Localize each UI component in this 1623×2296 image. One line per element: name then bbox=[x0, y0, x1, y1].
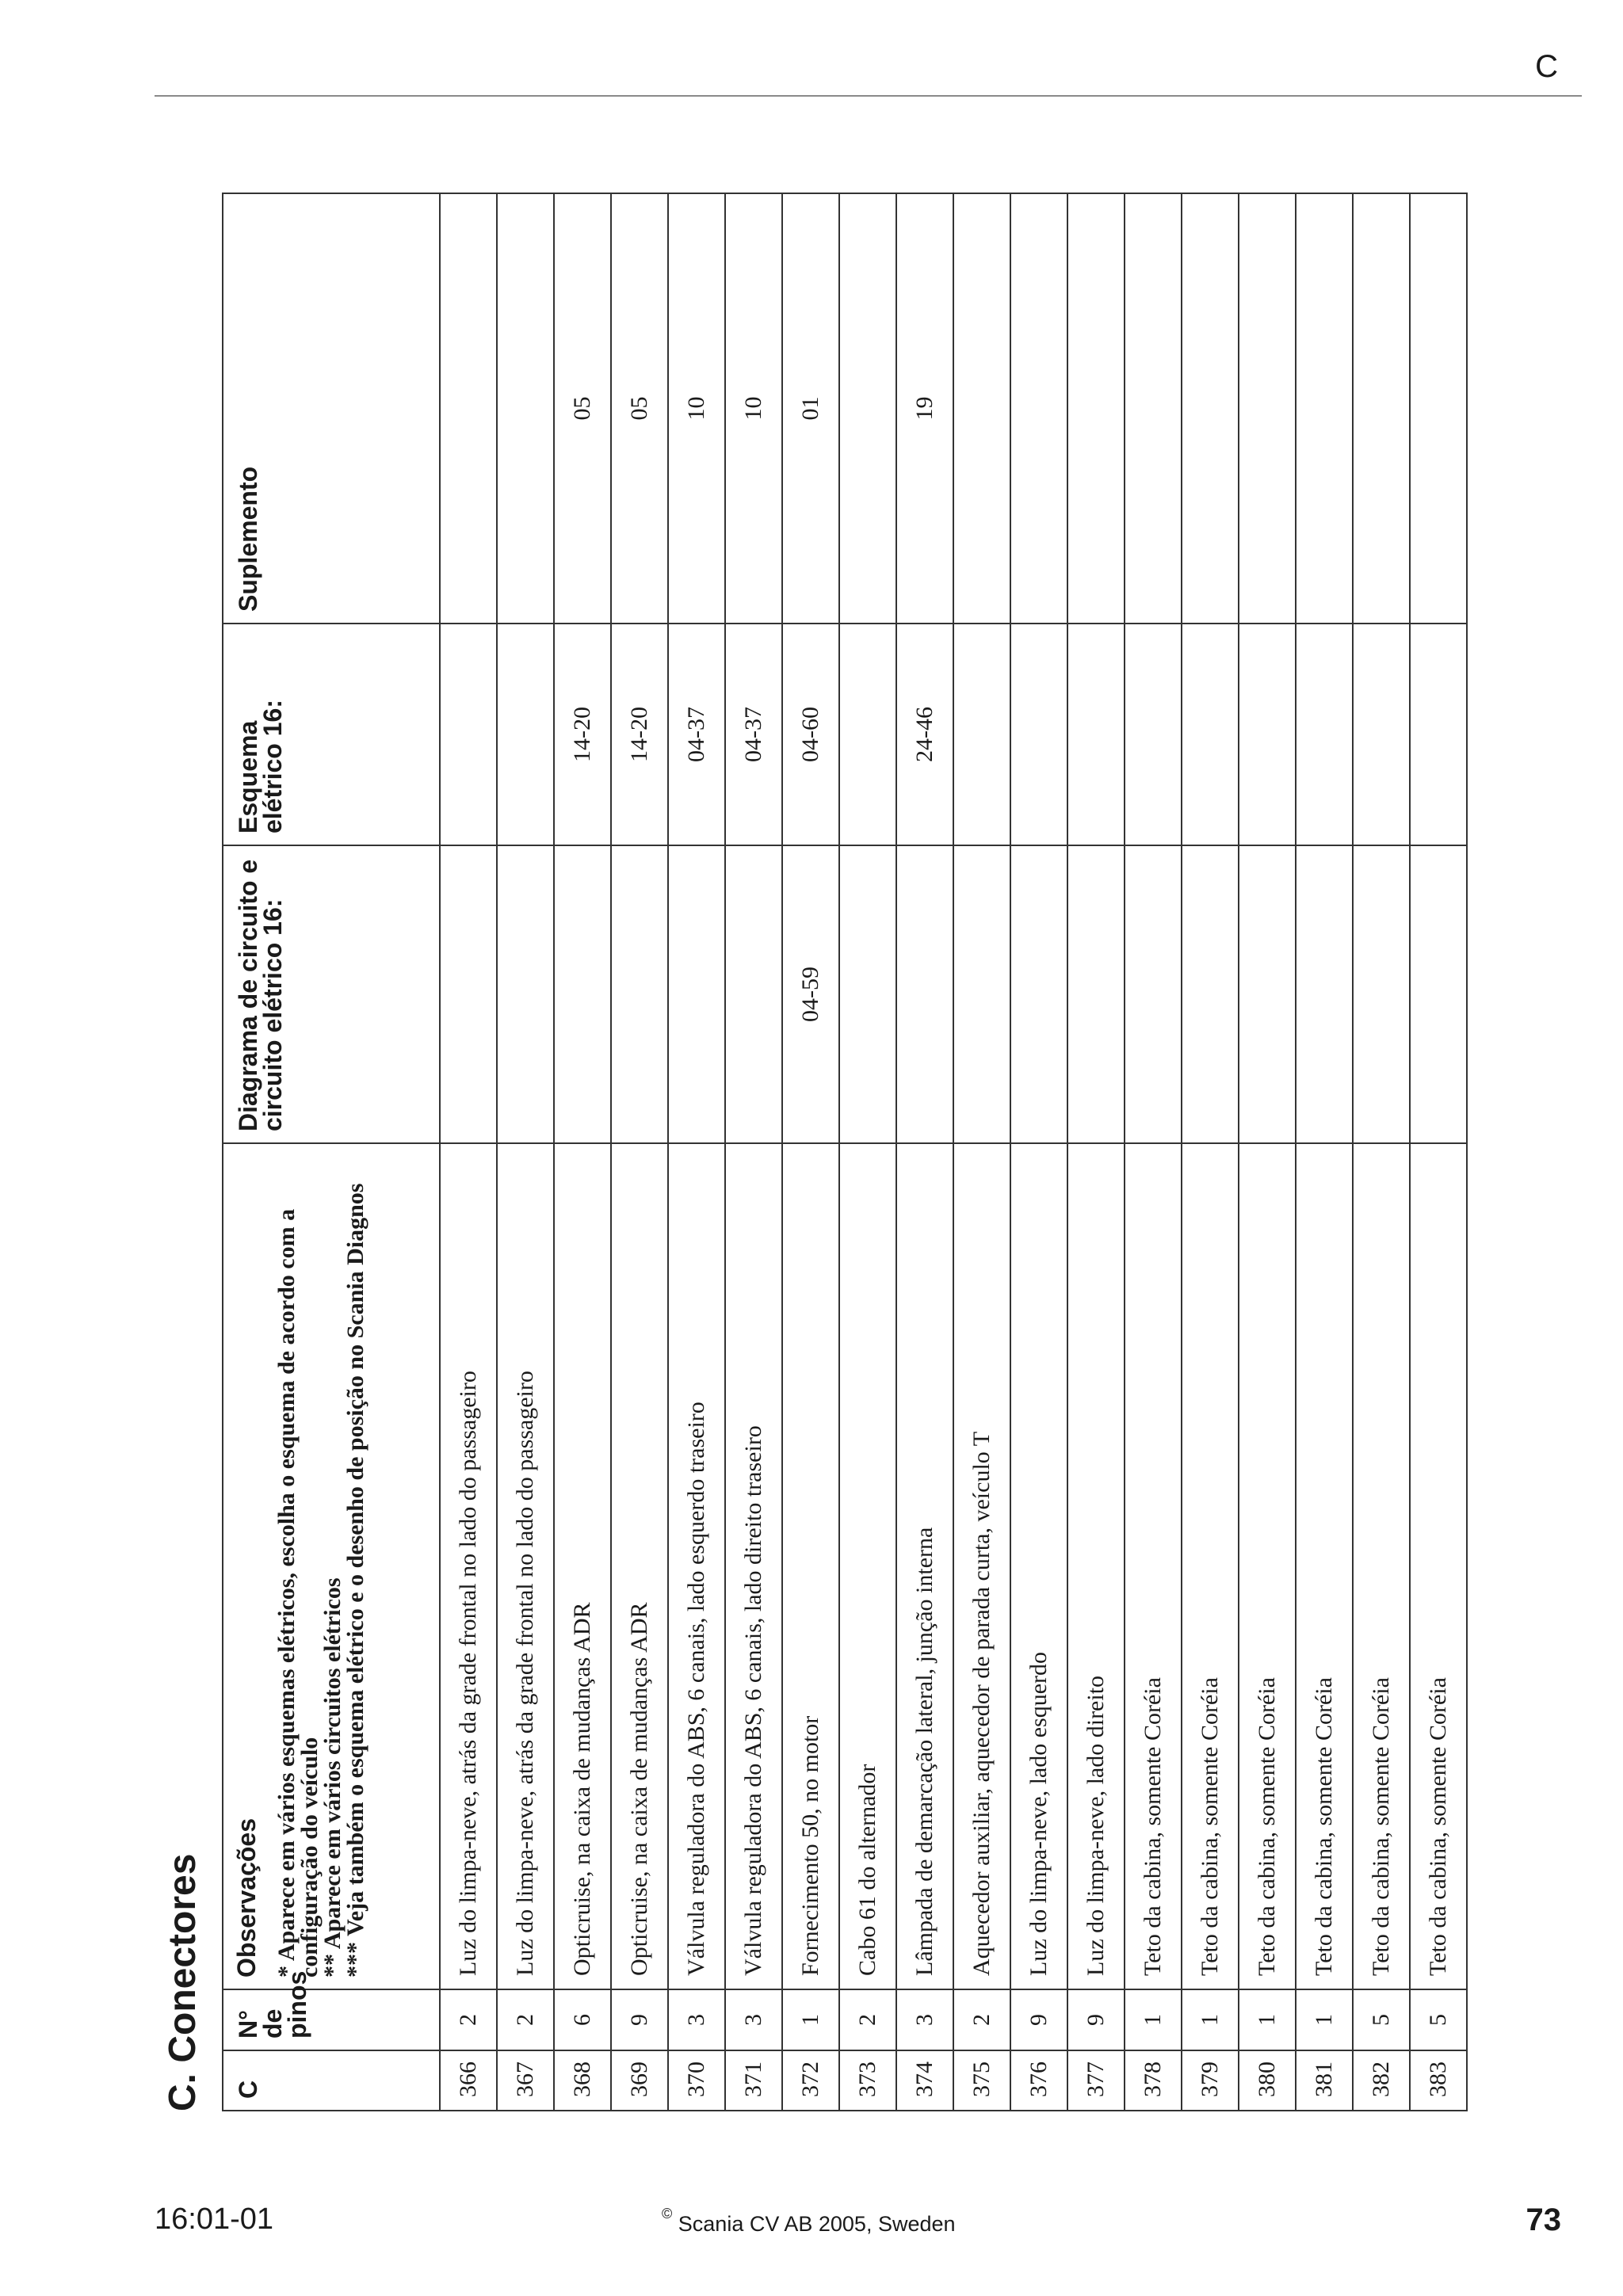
cell-observation: Opticruise, na caixa de mudanças ADR bbox=[554, 1143, 611, 1989]
cell-pins: 3 bbox=[896, 1989, 953, 2050]
cell-diagram bbox=[839, 845, 896, 1143]
column-header-observations bbox=[223, 1143, 440, 1989]
cell-observation: Teto da cabina, somente Coréia bbox=[1353, 1143, 1410, 1989]
cell-c: 375 bbox=[953, 2050, 1010, 2111]
table-row bbox=[611, 193, 668, 2111]
cell-diagram bbox=[896, 845, 953, 1143]
cell-pins: 2 bbox=[440, 1989, 497, 2050]
copyright-symbol: © bbox=[662, 2206, 673, 2222]
table-row bbox=[440, 193, 497, 2111]
cell-observation: Luz do limpa-neve, lado esquerdo bbox=[1010, 1143, 1067, 1989]
cell-pins: 5 bbox=[1410, 1989, 1467, 2050]
cell-schema bbox=[1353, 624, 1410, 845]
cell-c: 382 bbox=[1353, 2050, 1410, 2111]
cell-schema: 04-37 bbox=[668, 624, 725, 845]
table-row bbox=[1353, 193, 1410, 2111]
column-header-c: C bbox=[223, 2050, 440, 2111]
observations-note: * Aparece em vários esquemas elétricos, escolha o esquema de acordo com a configuração do veículo bbox=[273, 1208, 323, 1978]
cell-schema bbox=[1410, 624, 1467, 845]
cell-observation: Teto da cabina, somente Coréia bbox=[1239, 1143, 1296, 1989]
cell-observation: Luz do limpa-neve, atrás da grade frontal no lado do passageiro bbox=[497, 1143, 554, 1989]
table-row bbox=[1239, 193, 1296, 2111]
cell-supplement bbox=[1067, 193, 1125, 624]
cell-pins: 1 bbox=[782, 1989, 839, 2050]
table-row bbox=[1067, 193, 1125, 2111]
cell-supplement bbox=[953, 193, 1010, 624]
cell-c: 377 bbox=[1067, 2050, 1125, 2111]
document-code: 16:01-01 bbox=[155, 2203, 274, 2236]
cell-diagram bbox=[554, 845, 611, 1143]
cell-supplement: 10 bbox=[725, 193, 782, 624]
cell-c: 369 bbox=[611, 2050, 668, 2111]
cell-observation: Teto da cabina, somente Coréia bbox=[1296, 1143, 1353, 1989]
table-row bbox=[554, 193, 611, 2111]
cell-pins: 5 bbox=[1353, 1989, 1410, 2050]
cell-c: 366 bbox=[440, 2050, 497, 2111]
header-divider bbox=[155, 95, 1582, 97]
column-header-schema: Esquema elétrico 16: bbox=[223, 624, 440, 845]
observations-note: ** Aparece em vários circuitos elétricos bbox=[319, 1577, 346, 1978]
cell-supplement bbox=[440, 193, 497, 624]
cell-diagram bbox=[1067, 845, 1125, 1143]
cell-schema bbox=[839, 624, 896, 845]
cell-c: 368 bbox=[554, 2050, 611, 2111]
cell-supplement: 19 bbox=[896, 193, 953, 624]
cell-schema: 14-20 bbox=[611, 624, 668, 845]
cell-observation: Teto da cabina, somente Coréia bbox=[1182, 1143, 1239, 1989]
observations-title: Observações bbox=[232, 1817, 261, 1978]
cell-observation: Aquecedor auxiliar, aquecedor de parada curta, veículo T bbox=[953, 1143, 1010, 1989]
cell-pins: 9 bbox=[611, 1989, 668, 2050]
cell-schema bbox=[1239, 624, 1296, 845]
cell-c: 380 bbox=[1239, 2050, 1296, 2111]
observations-note: *** Veja também o esquema elétrico e o desenho de posição no Scania Diagnos bbox=[342, 1183, 369, 1978]
cell-observation: Luz do limpa-neve, atrás da grade frontal no lado do passageiro bbox=[440, 1143, 497, 1989]
table-row bbox=[1010, 193, 1067, 2111]
cell-diagram bbox=[953, 845, 1010, 1143]
cell-observation: Teto da cabina, somente Coréia bbox=[1410, 1143, 1467, 1989]
cell-schema bbox=[497, 624, 554, 845]
table-row bbox=[953, 193, 1010, 2111]
cell-schema: 04-60 bbox=[782, 624, 839, 845]
cell-observation: Teto da cabina, somente Coréia bbox=[1125, 1143, 1182, 1989]
cell-diagram bbox=[725, 845, 782, 1143]
cell-diagram bbox=[1410, 845, 1467, 1143]
cell-c: 381 bbox=[1296, 2050, 1353, 2111]
cell-supplement: 10 bbox=[668, 193, 725, 624]
cell-supplement bbox=[1296, 193, 1353, 624]
table-row bbox=[668, 193, 725, 2111]
copyright-notice bbox=[662, 2206, 956, 2237]
cell-diagram bbox=[1010, 845, 1067, 1143]
cell-c: 376 bbox=[1010, 2050, 1067, 2111]
header-section-letter: C bbox=[1535, 49, 1558, 84]
cell-pins: 2 bbox=[839, 1989, 896, 2050]
cell-diagram bbox=[668, 845, 725, 1143]
cell-diagram bbox=[1125, 845, 1182, 1143]
cell-schema bbox=[1296, 624, 1353, 845]
cell-observation: Válvula reguladora do ABS, 6 canais, lado direito traseiro bbox=[725, 1143, 782, 1989]
section-title: C. Conectores bbox=[162, 1853, 204, 2111]
cell-schema bbox=[1067, 624, 1125, 845]
cell-pins: 9 bbox=[1067, 1989, 1125, 2050]
cell-supplement: 05 bbox=[611, 193, 668, 624]
cell-c: 371 bbox=[725, 2050, 782, 2111]
cell-pins: 1 bbox=[1125, 1989, 1182, 2050]
cell-c: 379 bbox=[1182, 2050, 1239, 2111]
cell-observation: Luz do limpa-neve, lado direito bbox=[1067, 1143, 1125, 1989]
cell-schema bbox=[1182, 624, 1239, 845]
cell-supplement bbox=[1182, 193, 1239, 624]
cell-diagram: 04-59 bbox=[782, 845, 839, 1143]
table-row bbox=[497, 193, 554, 2111]
rotated-page-content bbox=[155, 194, 1478, 2111]
cell-observation: Lâmpada de demarcação lateral, junção interna bbox=[896, 1143, 953, 1989]
cell-observation: Válvula reguladora do ABS, 6 canais, lado esquerdo traseiro bbox=[668, 1143, 725, 1989]
cell-schema bbox=[440, 624, 497, 845]
cell-observation: Fornecimento 50, no motor bbox=[782, 1143, 839, 1989]
column-header-diagram: Diagrama de circuito e circuito elétrico 16: bbox=[223, 845, 440, 1143]
table-row bbox=[1125, 193, 1182, 2111]
cell-diagram bbox=[497, 845, 554, 1143]
cell-pins: 3 bbox=[668, 1989, 725, 2050]
cell-supplement bbox=[1125, 193, 1182, 624]
table-row bbox=[782, 193, 839, 2111]
cell-supplement bbox=[1239, 193, 1296, 624]
cell-diagram bbox=[1296, 845, 1353, 1143]
cell-pins: 1 bbox=[1296, 1989, 1353, 2050]
cell-pins: 3 bbox=[725, 1989, 782, 2050]
table-row bbox=[1182, 193, 1239, 2111]
cell-diagram bbox=[1182, 845, 1239, 1143]
copyright-text: Scania CV AB 2005, Sweden bbox=[678, 2212, 956, 2236]
cell-schema bbox=[1125, 624, 1182, 845]
cell-schema: 24-46 bbox=[896, 624, 953, 845]
cell-supplement bbox=[497, 193, 554, 624]
cell-supplement bbox=[1410, 193, 1467, 624]
table-row bbox=[896, 193, 953, 2111]
cell-c: 378 bbox=[1125, 2050, 1182, 2111]
cell-pins: 2 bbox=[953, 1989, 1010, 2050]
cell-diagram bbox=[611, 845, 668, 1143]
column-header-pins: N° de pinos bbox=[223, 1989, 440, 2050]
cell-supplement bbox=[1010, 193, 1067, 624]
cell-schema bbox=[953, 624, 1010, 845]
cell-c: 383 bbox=[1410, 2050, 1467, 2111]
cell-pins: 2 bbox=[497, 1989, 554, 2050]
cell-observation: Cabo 61 do alternador bbox=[839, 1143, 896, 1989]
cell-observation: Opticruise, na caixa de mudanças ADR bbox=[611, 1143, 668, 1989]
cell-schema: 04-37 bbox=[725, 624, 782, 845]
table-row bbox=[725, 193, 782, 2111]
cell-pins: 1 bbox=[1239, 1989, 1296, 2050]
cell-diagram bbox=[1353, 845, 1410, 1143]
cell-supplement bbox=[839, 193, 896, 624]
cell-diagram bbox=[440, 845, 497, 1143]
cell-c: 374 bbox=[896, 2050, 953, 2111]
cell-schema: 14-20 bbox=[554, 624, 611, 845]
table-row bbox=[1296, 193, 1353, 2111]
connector-table bbox=[222, 193, 1468, 2111]
page-number: 73 bbox=[1526, 2203, 1561, 2237]
cell-schema bbox=[1010, 624, 1067, 845]
cell-supplement bbox=[1353, 193, 1410, 624]
cell-c: 367 bbox=[497, 2050, 554, 2111]
cell-c: 370 bbox=[668, 2050, 725, 2111]
cell-pins: 1 bbox=[1182, 1989, 1239, 2050]
cell-pins: 6 bbox=[554, 1989, 611, 2050]
cell-c: 373 bbox=[839, 2050, 896, 2111]
cell-c: 372 bbox=[782, 2050, 839, 2111]
table-row bbox=[839, 193, 896, 2111]
cell-supplement: 05 bbox=[554, 193, 611, 624]
cell-pins: 9 bbox=[1010, 1989, 1067, 2050]
table-header-row bbox=[223, 193, 440, 2111]
cell-diagram bbox=[1239, 845, 1296, 1143]
column-header-supplement: Suplemento bbox=[223, 193, 440, 624]
cell-supplement: 01 bbox=[782, 193, 839, 624]
table-row bbox=[1410, 193, 1467, 2111]
